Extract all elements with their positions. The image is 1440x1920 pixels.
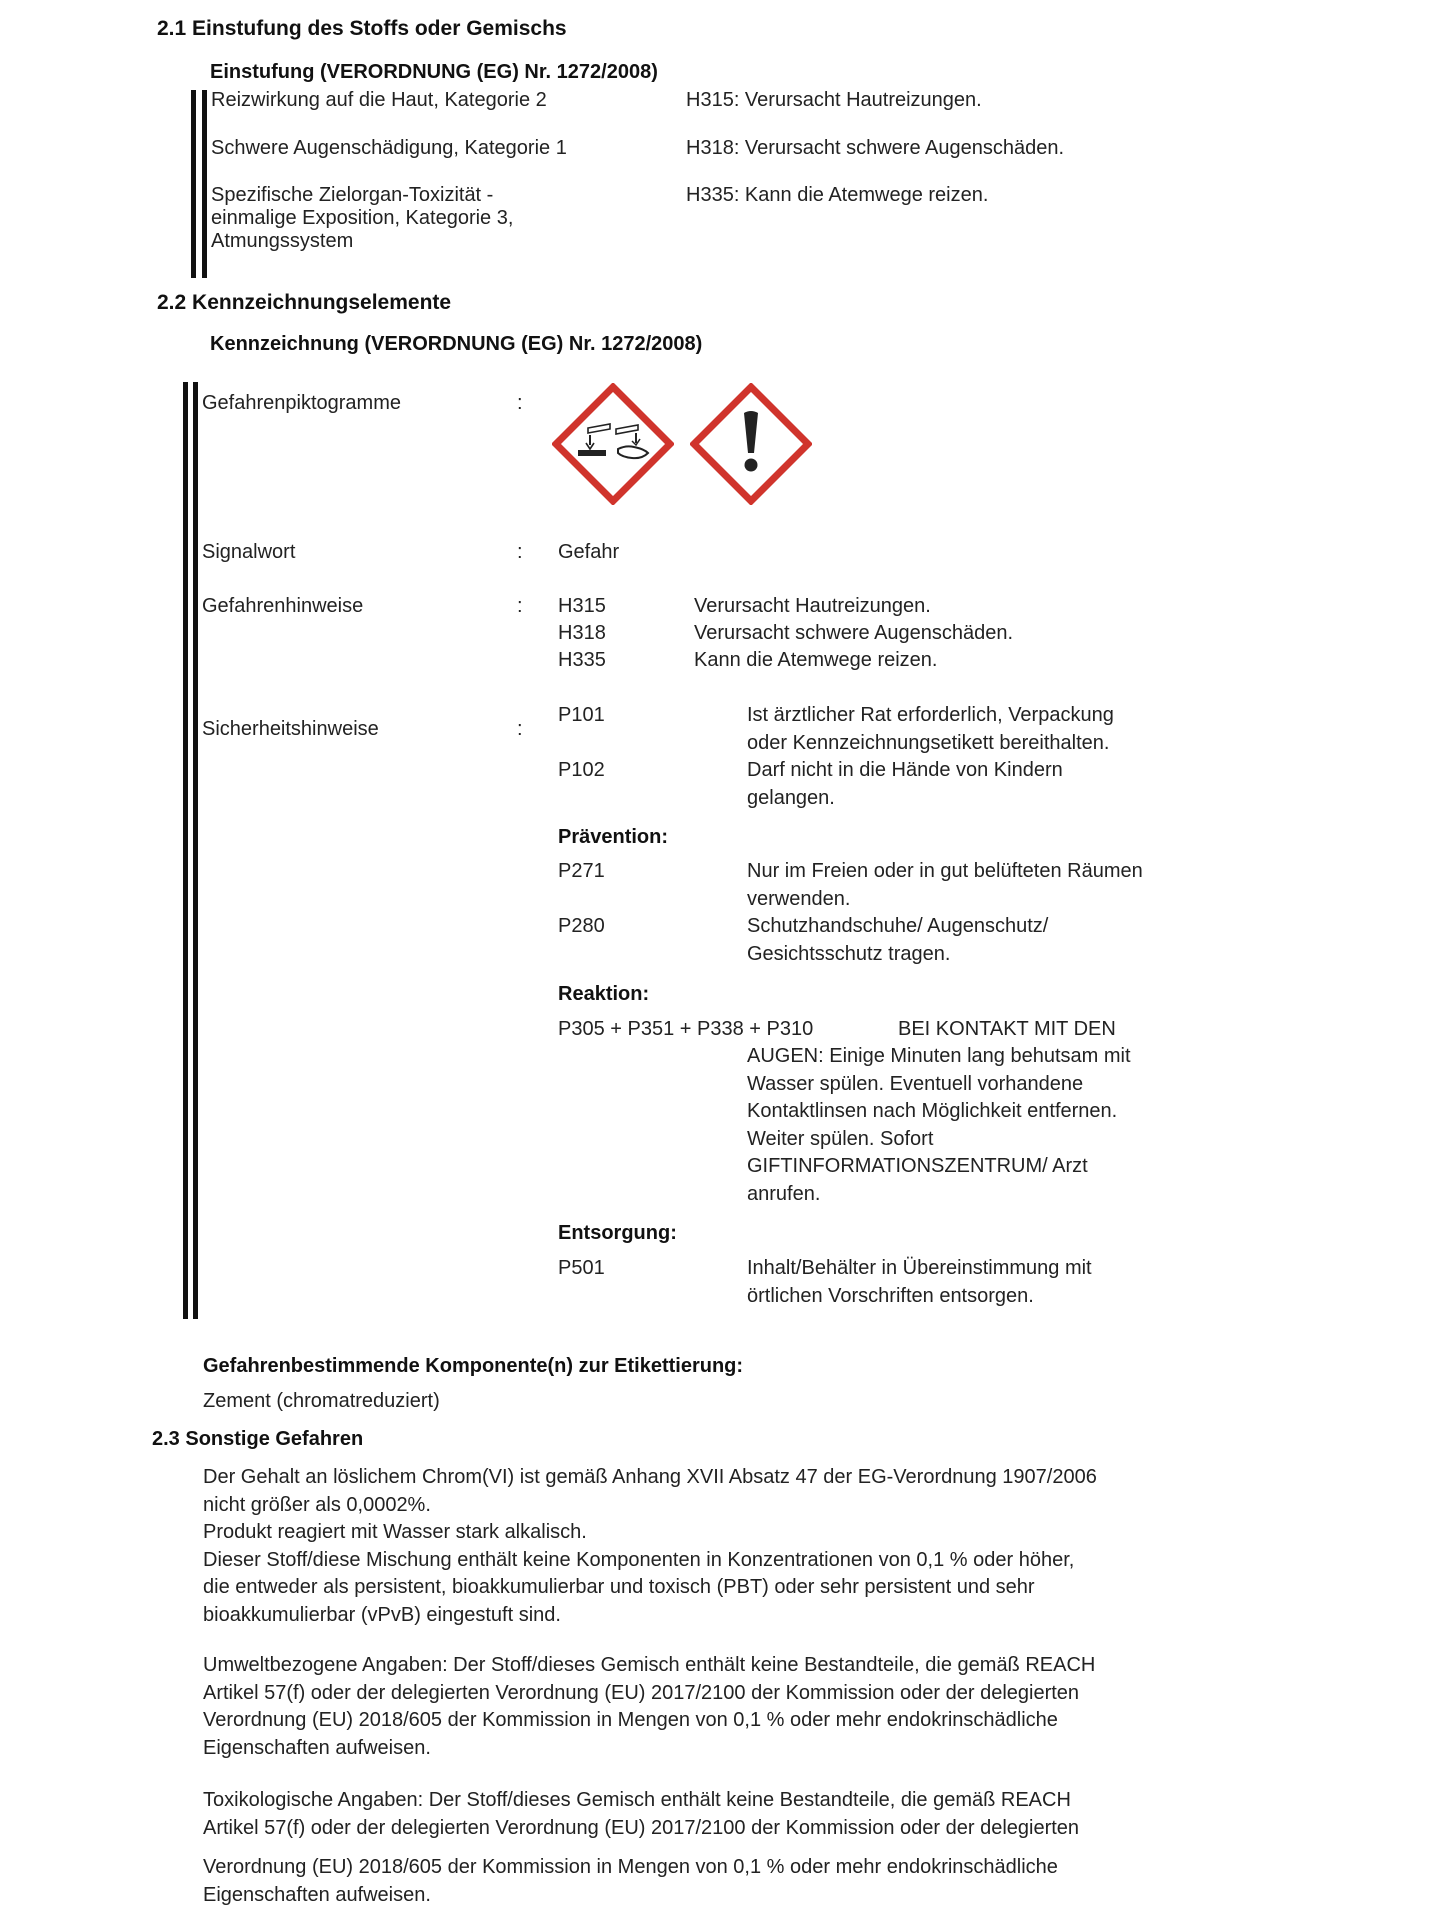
- hazard-code: H315: [558, 595, 606, 617]
- text-line: Artikel 57(f) oder der delegierten Verordnung (EU) 2017/2100 der Kommission oder der delegierten: [203, 1816, 1080, 1839]
- hazard-statement-h318: H318: Verursacht schwere Augenschäden.: [686, 137, 1065, 159]
- section-2-2-heading: 2.2 Kennzeichnungselemente: [157, 291, 452, 314]
- text-line: Inhalt/Behälter in Übereinstimmung mit: [747, 1257, 1092, 1279]
- precaution-text-p305-first: BEI KONTAKT MIT DEN: [898, 1018, 1116, 1040]
- hazard-texts: [694, 595, 1013, 676]
- precaution-text-p280: [747, 915, 1048, 970]
- text-line: AUGEN: Einige Minuten lang behutsam mit: [747, 1045, 1131, 1067]
- classification-row-3: [211, 184, 513, 253]
- hazard-codes: [558, 595, 606, 676]
- precaution-code-p501: P501: [558, 1257, 605, 1279]
- text-line: Umweltbezogene Angaben: Der Stoff/dieses Gemisch enthält keine Bestandteile, die gemäß REACH: [203, 1654, 1096, 1676]
- text-line: GIFTINFORMATIONSZENTRUM/ Arzt: [747, 1155, 1088, 1177]
- precaution-text-p305: [747, 1045, 1131, 1210]
- corrosion-pictogram-icon: [552, 383, 674, 505]
- signal-word-value: Gefahr: [558, 541, 620, 563]
- precaution-code-p271: P271: [558, 860, 605, 882]
- toxicological-info-paragraph: [203, 1789, 1079, 1911]
- hazard-text: Kann die Atemwege reizen.: [694, 649, 938, 671]
- text-line: Dieser Stoff/diese Mischung enthält keine Komponenten in Konzentrationen von 0,1 % oder höher,: [203, 1548, 1075, 1571]
- text-line: Verordnung (EU) 2018/605 der Kommission in Mengen von 0,1 % oder mehr endokrinschädliche: [203, 1709, 1058, 1731]
- precaution-code-p280: P280: [558, 915, 605, 937]
- classification-label: Reizwirkung auf die Haut, Kategorie 2: [211, 89, 547, 111]
- text-line: Toxikologische Angaben: Der Stoff/dieses Gemisch enthält keine Bestandteile, die gemäß REACH: [203, 1789, 1071, 1811]
- text-line: anrufen.: [747, 1182, 821, 1205]
- text-line: Eigenschaften aufweisen.: [203, 1883, 431, 1906]
- separator: :: [517, 595, 523, 617]
- text-line: Kontaktlinsen nach Möglichkeit entfernen.: [747, 1100, 1118, 1122]
- separator: :: [517, 392, 523, 414]
- labelling-components-value: Zement (chromatreduziert): [203, 1390, 440, 1412]
- precaution-text-p101: [747, 704, 1114, 759]
- section-2-3-heading: 2.3 Sonstige Gefahren: [152, 1428, 364, 1450]
- hazard-statement-h315: H315: Verursacht Hautreizungen.: [686, 89, 982, 111]
- text-line: örtlichen Vorschriften entsorgen.: [747, 1284, 1034, 1307]
- hazard-text: Verursacht Hautreizungen.: [694, 595, 931, 617]
- precaution-code-p101: P101: [558, 704, 605, 726]
- text-line: nicht größer als 0,0002%.: [203, 1493, 431, 1516]
- precaution-code-p102: P102: [558, 759, 605, 781]
- change-bar-right: [193, 382, 198, 1319]
- hazard-statements-label: Gefahrenhinweise: [202, 595, 364, 617]
- text-line: Ist ärztlicher Rat erforderlich, Verpackung: [747, 704, 1114, 726]
- classification-label: Atmungssystem: [211, 230, 354, 252]
- signal-word-label: Signalwort: [202, 541, 296, 563]
- exclamation-mark-pictogram-icon: [690, 383, 812, 505]
- classification-label: einmalige Exposition, Kategorie 3,: [211, 207, 514, 229]
- precaution-code-p305: P305 + P351 + P338 + P310: [558, 1018, 814, 1040]
- text-line: Wasser spülen. Eventuell vorhandene: [747, 1072, 1084, 1095]
- spacer: [203, 1844, 1079, 1856]
- separator: :: [517, 541, 523, 563]
- text-line: Gesichtsschutz tragen.: [747, 942, 951, 965]
- text-line: Darf nicht in die Hände von Kindern: [747, 759, 1063, 781]
- hazard-statement-h335: H335: Kann die Atemwege reizen.: [686, 184, 989, 206]
- text-line: bioakkumulierbar (vPvB) eingestuft sind.: [203, 1603, 561, 1626]
- text-line: Eigenschaften aufweisen.: [203, 1736, 431, 1759]
- precaution-text-p501: [747, 1257, 1092, 1312]
- text-line: Der Gehalt an löslichem Chrom(VI) ist gemäß Anhang XVII Absatz 47 der EG-Verordnung 1907/2006: [203, 1466, 1097, 1488]
- classification-row-1: [211, 89, 547, 112]
- text-line: die entweder als persistent, bioakkumulierbar und toxisch (PBT) oder sehr persistent und sehr: [203, 1576, 1035, 1598]
- text-line: Artikel 57(f) oder der delegierten Verordnung (EU) 2017/2100 der Kommission oder der delegierten: [203, 1681, 1080, 1704]
- separator: :: [517, 718, 523, 740]
- hazard-text: Verursacht schwere Augenschäden.: [694, 622, 1014, 644]
- precaution-text-p102: [747, 759, 1063, 814]
- reaction-title: Reaktion:: [558, 983, 650, 1005]
- classification-label: Schwere Augenschädigung, Kategorie 1: [211, 137, 567, 159]
- change-bar-left: [191, 90, 196, 278]
- text-line: gelangen.: [747, 786, 835, 809]
- precautionary-statements-label: Sicherheitshinweise: [202, 718, 379, 740]
- change-bar-left: [183, 382, 188, 1319]
- environmental-info-paragraph: [203, 1654, 1095, 1764]
- hazard-code: H318: [558, 622, 606, 644]
- prevention-title: Prävention:: [558, 826, 669, 848]
- classification-subheading: Einstufung (VERORDNUNG (EG) Nr. 1272/2008): [210, 61, 658, 83]
- pictograms-label: Gefahrenpiktogramme: [202, 392, 401, 414]
- classification-row-2: [211, 137, 567, 160]
- labelling-subheading: Kennzeichnung (VERORDNUNG (EG) Nr. 1272/2008): [210, 333, 703, 355]
- other-hazards-paragraph-1: [203, 1466, 1097, 1631]
- change-bar-right: [202, 90, 207, 278]
- disposal-title: Entsorgung:: [558, 1222, 677, 1244]
- text-line: Produkt reagiert mit Wasser stark alkalisch.: [203, 1521, 587, 1543]
- classification-label: Spezifische Zielorgan-Toxizität -: [211, 184, 494, 206]
- labelling-components-title: Gefahrenbestimmende Komponente(n) zur Etikettierung:: [203, 1355, 744, 1377]
- text-line: Verordnung (EU) 2018/605 der Kommission in Mengen von 0,1 % oder mehr endokrinschädliche: [203, 1856, 1058, 1878]
- text-line: Weiter spülen. Sofort: [747, 1127, 934, 1150]
- hazard-code: H335: [558, 649, 606, 671]
- text-line: verwenden.: [747, 887, 851, 910]
- text-line: Nur im Freien oder in gut belüfteten Räumen: [747, 860, 1143, 882]
- precaution-text-p271: [747, 860, 1143, 915]
- text-line: Schutzhandschuhe/ Augenschutz/: [747, 915, 1049, 937]
- section-2-1-heading: 2.1 Einstufung des Stoffs oder Gemischs: [157, 17, 567, 40]
- text-line: oder Kennzeichnungsetikett bereithalten.: [747, 731, 1110, 754]
